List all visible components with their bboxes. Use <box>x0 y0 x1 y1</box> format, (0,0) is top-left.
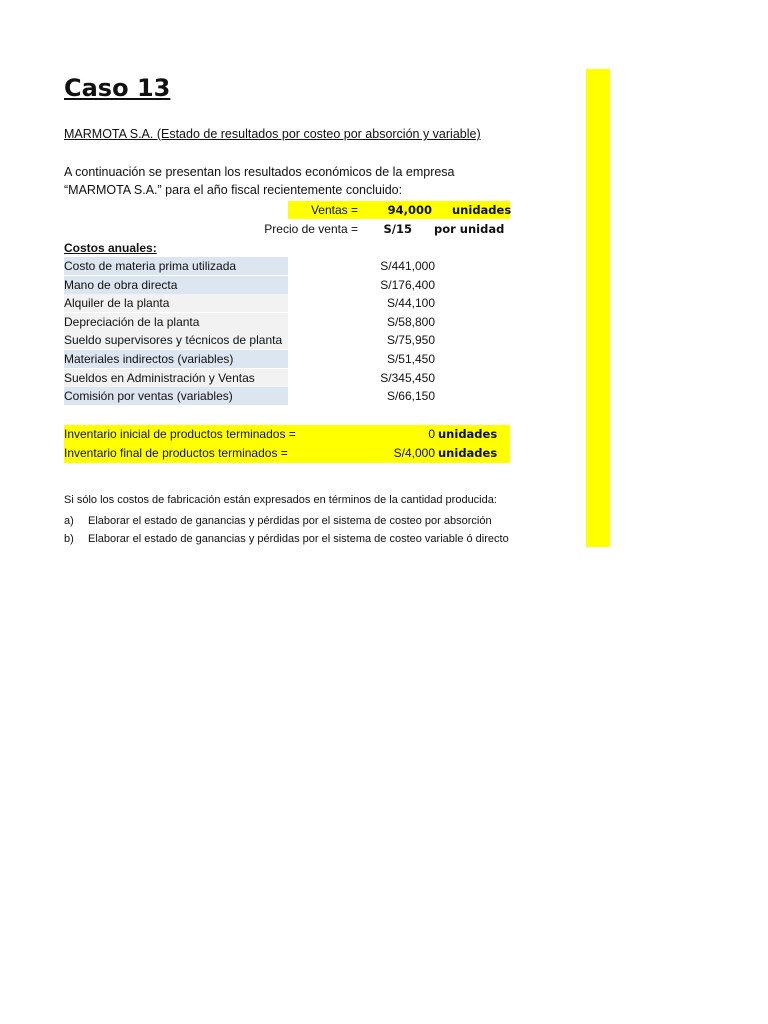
instruction-text: Elaborar el estado de ganancias y pérdidas por el sistema de costeo variable ó directo <box>88 533 509 545</box>
cost-row-amount: S/44,100 <box>386 296 435 310</box>
inventario-inicial-value: 0 <box>428 427 435 441</box>
cost-row-amount: S/58,800 <box>386 315 435 329</box>
cost-row-label: Depreciación de la planta <box>64 313 288 331</box>
inventario-final-unit: unidades <box>438 446 498 460</box>
inventario-inicial-unit: unidades <box>438 427 498 441</box>
inventario-inicial-label: Inventario inicial de productos terminados = <box>64 427 296 441</box>
instructions-intro: Si sólo los costos de fabricación están expresados en términos de la cantidad producida: <box>64 494 497 506</box>
cost-row-label: Mano de obra directa <box>64 276 288 294</box>
instruction-marker: a) <box>64 515 74 527</box>
intro-line-1: A continuación se presentan los resultados económicos de la empresa <box>64 165 455 179</box>
inventario-final-value: S/4,000 <box>393 446 435 460</box>
ventas-label: Ventas = <box>310 203 358 217</box>
cost-row-label: Sueldos en Administración y Ventas <box>64 369 288 387</box>
cost-row-amount: S/441,000 <box>380 259 435 273</box>
cost-row-amount: S/66,150 <box>386 389 435 403</box>
costos-heading: Costos anuales: <box>64 241 157 255</box>
instruction-marker: b) <box>64 533 74 545</box>
ventas-unit: unidades <box>452 203 512 217</box>
instruction-text: Elaborar el estado de ganancias y pérdidas por el sistema de costeo por absorción <box>88 515 492 527</box>
page-title: Caso 13 <box>64 74 171 102</box>
case-subtitle: MARMOTA S.A. (Estado de resultados por costeo por absorción y variable) <box>64 127 481 141</box>
cost-row-label: Sueldo supervisores y técnicos de planta <box>64 331 288 349</box>
precio-label: Precio de venta = <box>264 222 358 236</box>
cost-row-amount: S/51,450 <box>386 352 435 366</box>
cost-row-label: Alquiler de la planta <box>64 294 288 312</box>
cost-row-label: Costo de materia prima utilizada <box>64 257 288 275</box>
inventario-final-label: Inventario final de productos terminados = <box>64 446 288 460</box>
intro-line-2: “MARMOTA S.A.” para el año fiscal recientemente concluido: <box>64 183 403 197</box>
yellow-side-bar <box>586 69 610 547</box>
cost-row-label: Comisión por ventas (variables) <box>64 387 288 405</box>
ventas-value: 94,000 <box>387 203 432 217</box>
cost-row-amount: S/345,450 <box>380 371 435 385</box>
cost-row-amount: S/176,400 <box>380 278 435 292</box>
cost-row-label: Materiales indirectos (variables) <box>64 350 288 368</box>
cost-row-amount: S/75,950 <box>386 333 435 347</box>
precio-value: S/15 <box>383 222 412 236</box>
precio-unit: por unidad <box>434 222 505 236</box>
